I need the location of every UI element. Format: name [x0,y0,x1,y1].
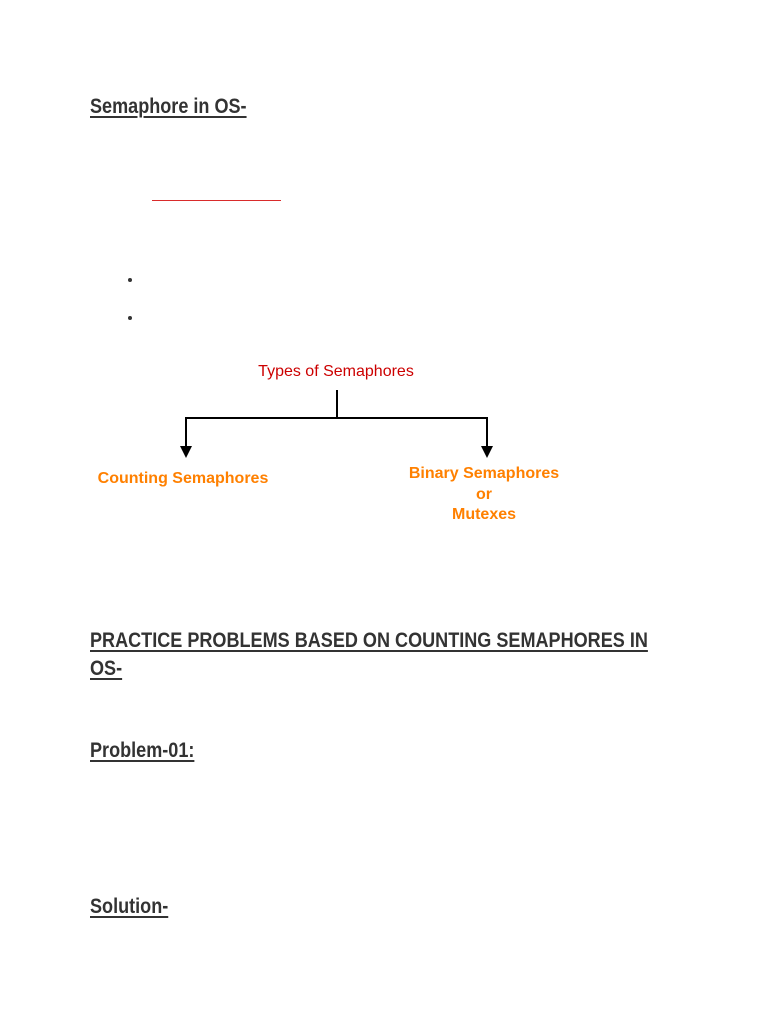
diagram-leaf-counting [88,469,278,490]
diagram-leaf-binary [393,464,575,526]
section-title-semaphore: Semaphore in OS- [90,95,247,118]
left-arrowhead-icon [180,446,192,458]
right-arrowhead-icon [481,446,493,458]
diagram-root-label: Types of Semaphores [258,363,414,380]
leaf-label-line: or [476,485,492,503]
section-title-solution: Solution- [90,895,169,918]
section-title-problem-01: Problem-01: [90,739,195,762]
leaf-label-line: Mutexes [451,506,517,523]
leaf-label-line: Binary Semaphores [408,465,560,482]
leaf-label-line: Counting Semaphores [97,470,269,487]
section-title-practice-problems: PRACTICE PROBLEMS BASED ON COUNTING SEMAPHORES IN OS- [90,629,648,680]
